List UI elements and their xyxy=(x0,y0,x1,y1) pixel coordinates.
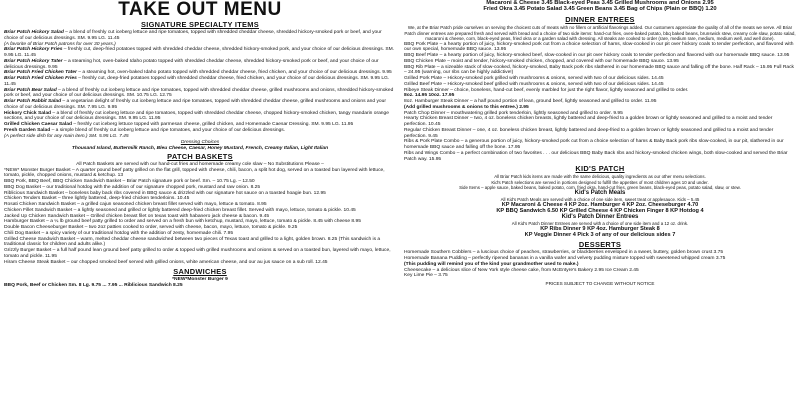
kids-intro: Kid's Patch selections are served in portions designed to fulfill the appetites of most children ages 10 and under. xyxy=(491,179,709,185)
sides-line: Macaroni & Cheese 3.45 Black-eyed Peas 3.45 Grilled Mushrooms and Onions 2.95 xyxy=(486,0,714,6)
signature-section-title: SIGNATURE SPECIALTY ITEMS xyxy=(141,20,259,29)
right-column xyxy=(400,0,800,400)
dinner-item: Hearty Chicken Breast Dinner – two, 4 oz. boneless chicken breasts, lightly battered and deep-fried to a golden brown or lightly seasoned and grilled to a moist and tender perfection. 10.45 xyxy=(404,116,773,128)
dressing-title: Dressing Choices xyxy=(180,140,220,146)
basket-item: Grizzly Burger Basket – a full half pound lean ground beef patty grilled to order & topped with grilled mushrooms and onions & served on a toasted bun, layered with mayo, lettuce, tomato and pickle. 11.95 xyxy=(4,248,391,259)
dressing-choices: Thousand Island, Buttermilk Ranch, Bleu Cheese, Caesar, Honey Mustard, French, Creamy Italian, Light Italian xyxy=(71,146,329,151)
dinner-item: Patch Chop Dinner – mouthwatering grilled pork tenderloin, lightly seasoned and grilled to order. 9.95 xyxy=(404,110,623,116)
basket-item: Jacked Up Chicken Sandwich Basket – Grilled chicken breast filet on texas toast with habanero jack cheese & bacon. 9.45 xyxy=(4,213,270,219)
kids-meal-line: KP BBQ Sandwich 6.50 KP Grilled Cheese 4 KP Chicken Finger 8 KP Hotdog 4 xyxy=(496,207,704,214)
basket-item: Chicken Fillet Sandwich Basket – a lightly seasoned and grilled or lightly battered deep-fried chicken breast fillet. Served with mayo, lettuce, tomato & pickle. 10.45 xyxy=(4,207,356,213)
sandwiches-title: SANDWICHES xyxy=(173,267,227,277)
kids-dinner-note: All Kid's Patch Dinner Entrees are served with a choice of one side item and a 12 oz. drink. xyxy=(511,220,689,226)
basket-item: BBQ Dog Basket – our traditional hotdog with the addition of our signature chopped pork, mustard and raw onion. 8.25 xyxy=(4,184,261,190)
dinner-item: Ribeye Steak Dinner – choice, boneless, hand-cut beef, evenly marbled for just the right flavor, lightly seasoned and grilled to order. xyxy=(404,87,689,93)
basket-item: Hiram Cheese Steak Basket – our chopped smoked beef served with grilled onions, white american cheese, and our au jus sauce on a sub roll. 12.45 xyxy=(4,259,328,265)
dessert-item: Homemade Banana Pudding – perfectly ripened bananas in a vanilla wafer and velvety pudding mixture topped with sweetened whipped cream 3.75 xyxy=(404,256,726,262)
menu-item: Fresh Garden Salad – a simple blend of freshly cut iceberg lettuce and ripe tomatoes, and your choice of our delicious dressings. xyxy=(4,127,286,133)
kids-meals-title: Kid's Patch Meals xyxy=(574,189,626,196)
menu-title: TAKE OUT MENU xyxy=(118,0,282,20)
dinner-intro: We, at the Briar Patch pride ourselves on serving the choicest cuts of meats with no fillers or artificial flavorings added. Our customers appreciate the quality of all of the meats we serve. All Briar Patch dinner entrees are prepared fresh and served with bread and a choice of two side items: hand-cut fries, oven-baked potato, bbq baked beans, brunswick stew, creamy cole slaw, potato salad, macaroni & cheese, corn, black-eyed peas, fried okra or a garden salad with dressing. All steaks are cooked to order (rare, medium rare, medium, medium well, and well done). xyxy=(404,25,796,42)
menu-item: Briar Patch Hickory Fries – freshly cut, deep-fried potatoes topped with shredded cheddar cheese, shredded hickory-smoked pork, and your choice of our delicious dressings. SM. 9.95 LG. 11.45 xyxy=(4,47,395,58)
sandwich-item: *NEW*Monster Burger 9 xyxy=(172,277,228,283)
dinner-entrees-title: DINNER ENTREES xyxy=(565,15,635,25)
basket-item: *NEW* Monster Burger Basket – A quarter pound beef patty grilled on the flat grill, topped with cheese, chili, bacon, a split hot dog, served on a toasted bun layered with lettuce, tomato, pickle, chopped onions, mustard & ketchup. 13 xyxy=(4,167,385,179)
signature-list xyxy=(4,30,396,139)
menu-item: Briar Patch Hickory Tater – a steaming hot, oven-baked Idaho potato topped with shredded cheddar cheese, shredded hickory-smoked pork or beef, and your choice of our delicious dressings. 9.95 xyxy=(4,58,379,70)
kids-dinner-title: Kid's Patch Dinner Entrees xyxy=(561,214,639,221)
dessert-item: Cheesecake – a delicious slice of New York style cheese cake, from McEntyre's Bakery 2.95 Ice Cream 2.45 xyxy=(404,267,639,273)
basket-item: Chicken Tenders Basket – three lightly battered, deep-fried chicken tenderloins. 10.45 xyxy=(4,196,190,202)
menu-item: Briar Patch Rabbit Salad – a vegetarian delight of freshly cut iceberg lettuce and ripe tomatoes, topped with shredded cheddar cheese, grilled mushrooms and onions and your choice of our delicious dressings. SM. 7.95 LG. 9.95 xyxy=(4,99,386,110)
sides-line: Fried Okra 3.45 Potato Salad 3.45 Green Beans 3.45 Bag of Chips (Plain or BBQ) 1.20 xyxy=(483,6,717,13)
dinner-item: 8oz. 14.95 10oz. 17.95 xyxy=(404,93,455,99)
patch-intro: All Patch Baskets are served with our hand-cut fries and homemade creamy cole slaw – No Substitutions Please – xyxy=(76,161,324,167)
menu-note: (A favorite of Briar Patch patrons for over 30 years.) xyxy=(4,41,116,47)
menu-item: Briar Patch Fried Chicken Fries – freshly cut, deep-fried potatoes topped with shredded cheddar cheese, fried chicken, and your choice of our delicious dressings. SM. 9.95 LG. 11.45 xyxy=(4,76,390,87)
patch-baskets-title: PATCH BASKETS xyxy=(167,151,233,161)
menu-item: Briar Patch Hickory Salad – a blend of freshly cut iceberg lettuce and ripe tomatoes, topped with shredded cheddar cheese, shredded hickory-smoked pork or beef, and your choice of our delicious dressings. SM. 9.95 LG. 11.45 xyxy=(4,30,382,41)
dessert-item: Key Lime Pie – 3.75 xyxy=(404,273,448,279)
menu-item: Briar Patch Bear Salad – a blend of freshly cut iceberg lettuce and ripe tomatoes, topped with shredded cheddar cheese, grilled mushrooms and onions, shredded hickory-smoked pork or beef, and your choice of our delicious dressings. SM. 10.75 LG. 12.75 xyxy=(4,87,394,99)
kids-meal-line: KP Macaroni & Cheese 4 KP 2oz. Hamburger 4 KP 2oz. Cheeseburger 4.70 xyxy=(501,201,699,208)
dinner-item: BBQ Pork Plate – a hearty portion of juicy, hickory-smoked pork cut from a choice selection of hams, slow-cooked in our pit over hickory coals to tender perfection, and flavored with our own special, homemade BBQ sauce. 13.95 xyxy=(404,41,794,53)
dinner-note: (Add grilled mushrooms & onions to this entree.) 2.95 xyxy=(404,104,529,110)
basket-item: Hamburger Basket – a ¼ lb ground beef patty grilled to order and served on a fresh bun with ketchup, mustard, mayo, lettuce, tomato & pickle. 8.45 with cheese 8.95 xyxy=(4,219,361,225)
basket-item: Double Bacon Cheeseburger Basket – two 2oz patties cooked to order, served with cheese, bacon, mayo, lettuce, tomato & pickle. 9.25 xyxy=(4,225,298,230)
kids-dinner-line: KP Ribs Dinner 9 KP 4oz. Hamburger Steak 8 xyxy=(540,225,660,232)
prices-notice: PRICES SUBJECT TO CHANGE WITHOUT NOTICE xyxy=(545,281,655,287)
dessert-note: (This pudding will remind you of the kind your grandmother used to make.) xyxy=(404,261,579,267)
dessert-item: Homemade Southern Cobblers – a luscious choice of peaches, strawberries, or blackberries enveloped in a sweet, buttery, golden brown crust 3.75 xyxy=(404,250,724,256)
kids-patch-title: KID'S PATCH xyxy=(575,164,625,174)
dinner-list xyxy=(404,42,796,163)
dinner-item: Regular Chicken Breast Dinner – one, 4 oz. boneless chicken breast, lightly battered and deep-fried to a golden brown or lightly seasoned and grilled to a moist and tender perfection. 9.45 xyxy=(404,127,774,139)
desserts-title: DESSERTS xyxy=(578,240,622,250)
dinner-item: BBQ Rib Plate – a sizeable stack of slow-cooked, hickory-smoked, Baby Back pork ribs slathered in our homemade BBQ sauce and falling off the bone. Half Rack – 15.95 Full Rack – 24.95 (warning, our ribs can be highly addictive!) xyxy=(404,64,794,76)
menu-item: Briar Patch Fried Chicken Tater – a steaming hot, oven-baked Idaho potato topped with shredded cheddar cheese, fried chicken, and your choice of our delicious dressings. 9.95 xyxy=(4,70,392,76)
kids-meals-note: All Kid's Patch Meals are served with a choice of one side item, sweet treat or applesauce. Kids – 5.45 xyxy=(500,196,700,202)
basket-item: BBQ Pork, BBQ Beef, BBQ Chicken Sandwich Basket – Briar Patch signature pork or beef. Sm. – 10.75 Lg. – 12.50 xyxy=(4,179,255,184)
dinner-item: BBQ Beef Plate – a hearty portion of juicy, hickory-smoked beef, slow-cooked in our pit over hickory coals to tender perfection and flavored with our homemade BBQ sauce. 13.95 xyxy=(404,53,790,59)
dinner-item: Grilled Pork Plate – Hickory-smoked pork grilled with mushrooms & onions, served with two of our delicious sides. 14.45 xyxy=(404,76,664,82)
menu-note: (A perfect side dish for any main item.) SM. 5.95 LG. 7.45 xyxy=(4,133,129,139)
kids-intro: All Briar Patch kids items are made with the same delicious, quality ingredients as our other menu selections. xyxy=(494,174,706,180)
dinner-item: Ribs & Pork Plate Combo – a generous portion of juicy, hickory-smoked pork cut from a choice selection of hams & Baby Back pork ribs slow-cooked, in our pit, slathered in our homemade BBQ sauce and falling off the bone. 17.95 xyxy=(404,139,784,151)
basket-item: Chili Dog Basket – a spicy variety of our traditional hotdog with the addition of zesty, homemade chili. 7.95 xyxy=(4,230,234,236)
kids-sides: Side Items – apple sauce, baked beans, baked potato, corn, fried okra, hand-cut fries, green beans, black-eyed peas, potato salad, slaw, or stew. xyxy=(459,184,741,190)
dinner-item: 8oz. Hamburger Steak Dinner – a half pound portion of lean, ground beef, lightly seasoned and grilled to order. 11.95 xyxy=(404,99,657,105)
dinner-item: Grilled Beef Plate – Hickory-smoked beef grilled with mushrooms & onions, served with two of our delicious sides. 14.45 xyxy=(404,81,664,87)
patch-list xyxy=(4,168,396,266)
dinner-item: Ribs and Wings Combo – a perfect combination of two favorites . . . our delicious BBQ Baby Back ribs and hickory-smoked chicken wings, both slow-cooked and served the Briar Patch way. 15.95 xyxy=(404,150,788,162)
basket-item: Rosati Chicken Sandwich Basket – a grilled cajun seasoned chicken breast fillet served with mayo, lettuce & tomato. 8.95 xyxy=(4,202,267,207)
menu-item: Grilled Chicken Caesar Salad – freshly cut iceberg lettuce topped with parmesan cheese, grilled chicken, and Homemade Caesar Dressing. SM. 9.95 LG. 11.95 xyxy=(4,122,354,127)
sandwich-item: BBQ Pork, Beef or Chicken Sm. 8 Lg. 9.75 ... 7.95 ... Riblicious Sandwich 8.25 xyxy=(4,283,183,288)
kids-dinner-line: KP Veggie Dinner 4 Pick 3 of any of our delicious sides 7 xyxy=(524,232,676,239)
basket-item: Riblicious Sandwich Basket – boneless baby back ribs covered in BBQ sauce & drizzled with our signature hot sauce on a toasted hoagie bun. 12.95 xyxy=(4,190,326,196)
dinner-item: BBQ Chicken Plate – moist and tender, hickory-smoked chicken, chopped, and covered with our homemade BBQ sauce. 13.95 xyxy=(404,58,679,64)
basket-item: Grilled Cheese Sandwich Basket – warm, melted cheddar cheese sandwiched between two pieces of Texas toast and grilled to a light, golden brown. 8.25 (This sandwich is a traditional classic for children and adults alike.) xyxy=(4,236,381,248)
menu-item: Hickory Chick Salad – a blend of freshly cut iceberg lettuce and ripe tomatoes, topped with shredded cheddar cheese, chopped hickory-smoked chicken, tangy mandarin orange sections, and your choice of our delicious dressings. SM. 9.95 LG. 11.95 xyxy=(4,110,389,122)
